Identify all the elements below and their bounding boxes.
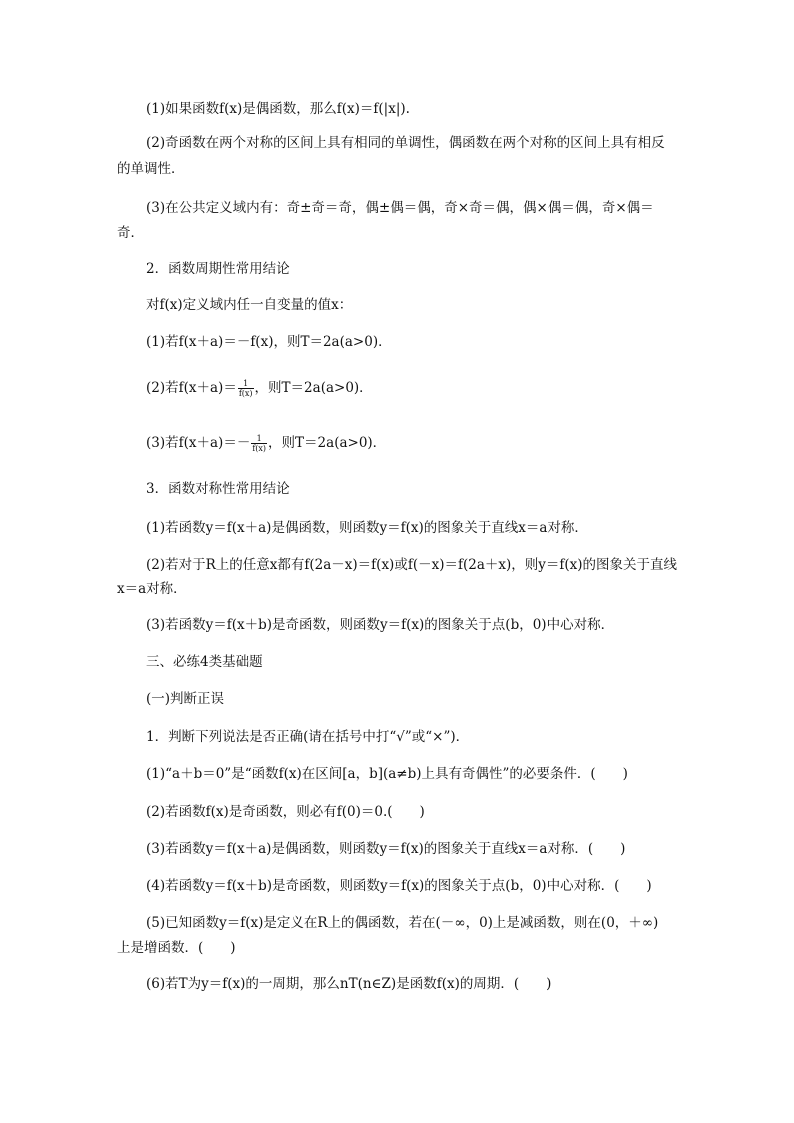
section-title: 三、必练4类基础题 (146, 654, 263, 670)
period-heading: 2．函数周期性常用结论 (146, 261, 290, 277)
period-conclusion-1: (1)若f(x＋a)＝－f(x)，则T＝2a(a>0)． (146, 334, 392, 350)
statement-6: (6)若T为y＝f(x)的一周期，那么nT(n∈Z)是函数f(x)的周期．( ) (146, 976, 552, 992)
fraction-denominator: f(x) (238, 389, 253, 398)
statement-2: (2)若函数f(x)是奇函数，则必有f(0)＝0.( ) (146, 804, 425, 820)
statement-5-line2: 上是增函数．( ) (117, 940, 236, 956)
symmetry-conclusion-2-line1: (2)若对于R上的任意x都有f(2a－x)＝f(x)或f(－x)＝f(2a＋x)，则y＝f(x)的图象关于直线 (146, 557, 678, 573)
parity-conclusion-3-line2: 奇． (117, 225, 144, 241)
parity-conclusion-2-line2: 的单调性． (117, 161, 185, 177)
period-intro: 对f(x)定义域内任一自变量的值x： (146, 297, 353, 313)
subsection-title: (一)判断正误 (146, 691, 225, 707)
symmetry-heading: 3．函数对称性常用结论 (146, 481, 290, 497)
period-conclusion-2 (146, 379, 373, 398)
fraction-numerator: 1 (238, 379, 254, 389)
statement-5-line1: (5)已知函数y＝f(x)是定义在R上的偶函数，若在(－∞，0)上是减函数，则在(0，＋∞) (146, 915, 659, 931)
question-1: 1．判断下列说法是否正确(请在括号中打“√”或“×”)． (146, 729, 470, 745)
symmetry-conclusion-3: (3)若函数y＝f(x＋b)是奇函数，则函数y＝f(x)的图象关于点(b，0)中心对称． (146, 617, 615, 633)
statement-1: (1)“a＋b＝0”是“函数f(x)在区间[a，b](a≠b)上具有奇偶性”的必要条件．( ) (146, 766, 628, 782)
reciprocal-fraction (238, 379, 254, 398)
fraction-denominator: f(x) (252, 444, 267, 453)
parity-conclusion-2-line1: (2)奇函数在两个对称的区间上具有相同的单调性，偶函数在两个对称的区间上具有相反 (146, 135, 665, 151)
statement-4: (4)若函数y＝f(x＋b)是奇函数，则函数y＝f(x)的图象关于点(b，0)中心对称．( ) (146, 878, 652, 894)
parity-conclusion-3-line1: (3)在公共定义域内有：奇±奇＝奇，偶±偶＝偶，奇×奇＝偶，偶×偶＝偶，奇×偶＝ (146, 200, 654, 216)
statement-3: (3)若函数y＝f(x＋a)是偶函数，则函数y＝f(x)的图象关于直线x＝a对称．( ) (146, 841, 626, 857)
fraction-numerator: 1 (251, 434, 267, 444)
symmetry-conclusion-2-line2: x＝a对称． (117, 581, 187, 597)
symmetry-conclusion-1: (1)若函数y＝f(x＋a)是偶函数，则函数y＝f(x)的图象关于直线x＝a对称． (146, 520, 588, 536)
period-conclusion-2-post: ，则T＝2a(a>0)． (254, 380, 373, 396)
period-conclusion-3-post: ，则T＝2a(a>0)． (268, 435, 387, 451)
parity-conclusion-1: (1)如果函数f(x)是偶函数，那么f(x)＝f(|x|). (146, 101, 410, 117)
period-conclusion-3 (146, 434, 386, 453)
period-conclusion-3-pre: (3)若f(x＋a)＝－ (146, 435, 251, 451)
period-conclusion-2-pre: (2)若f(x＋a)＝ (146, 380, 237, 396)
negative-reciprocal-fraction (251, 434, 267, 453)
